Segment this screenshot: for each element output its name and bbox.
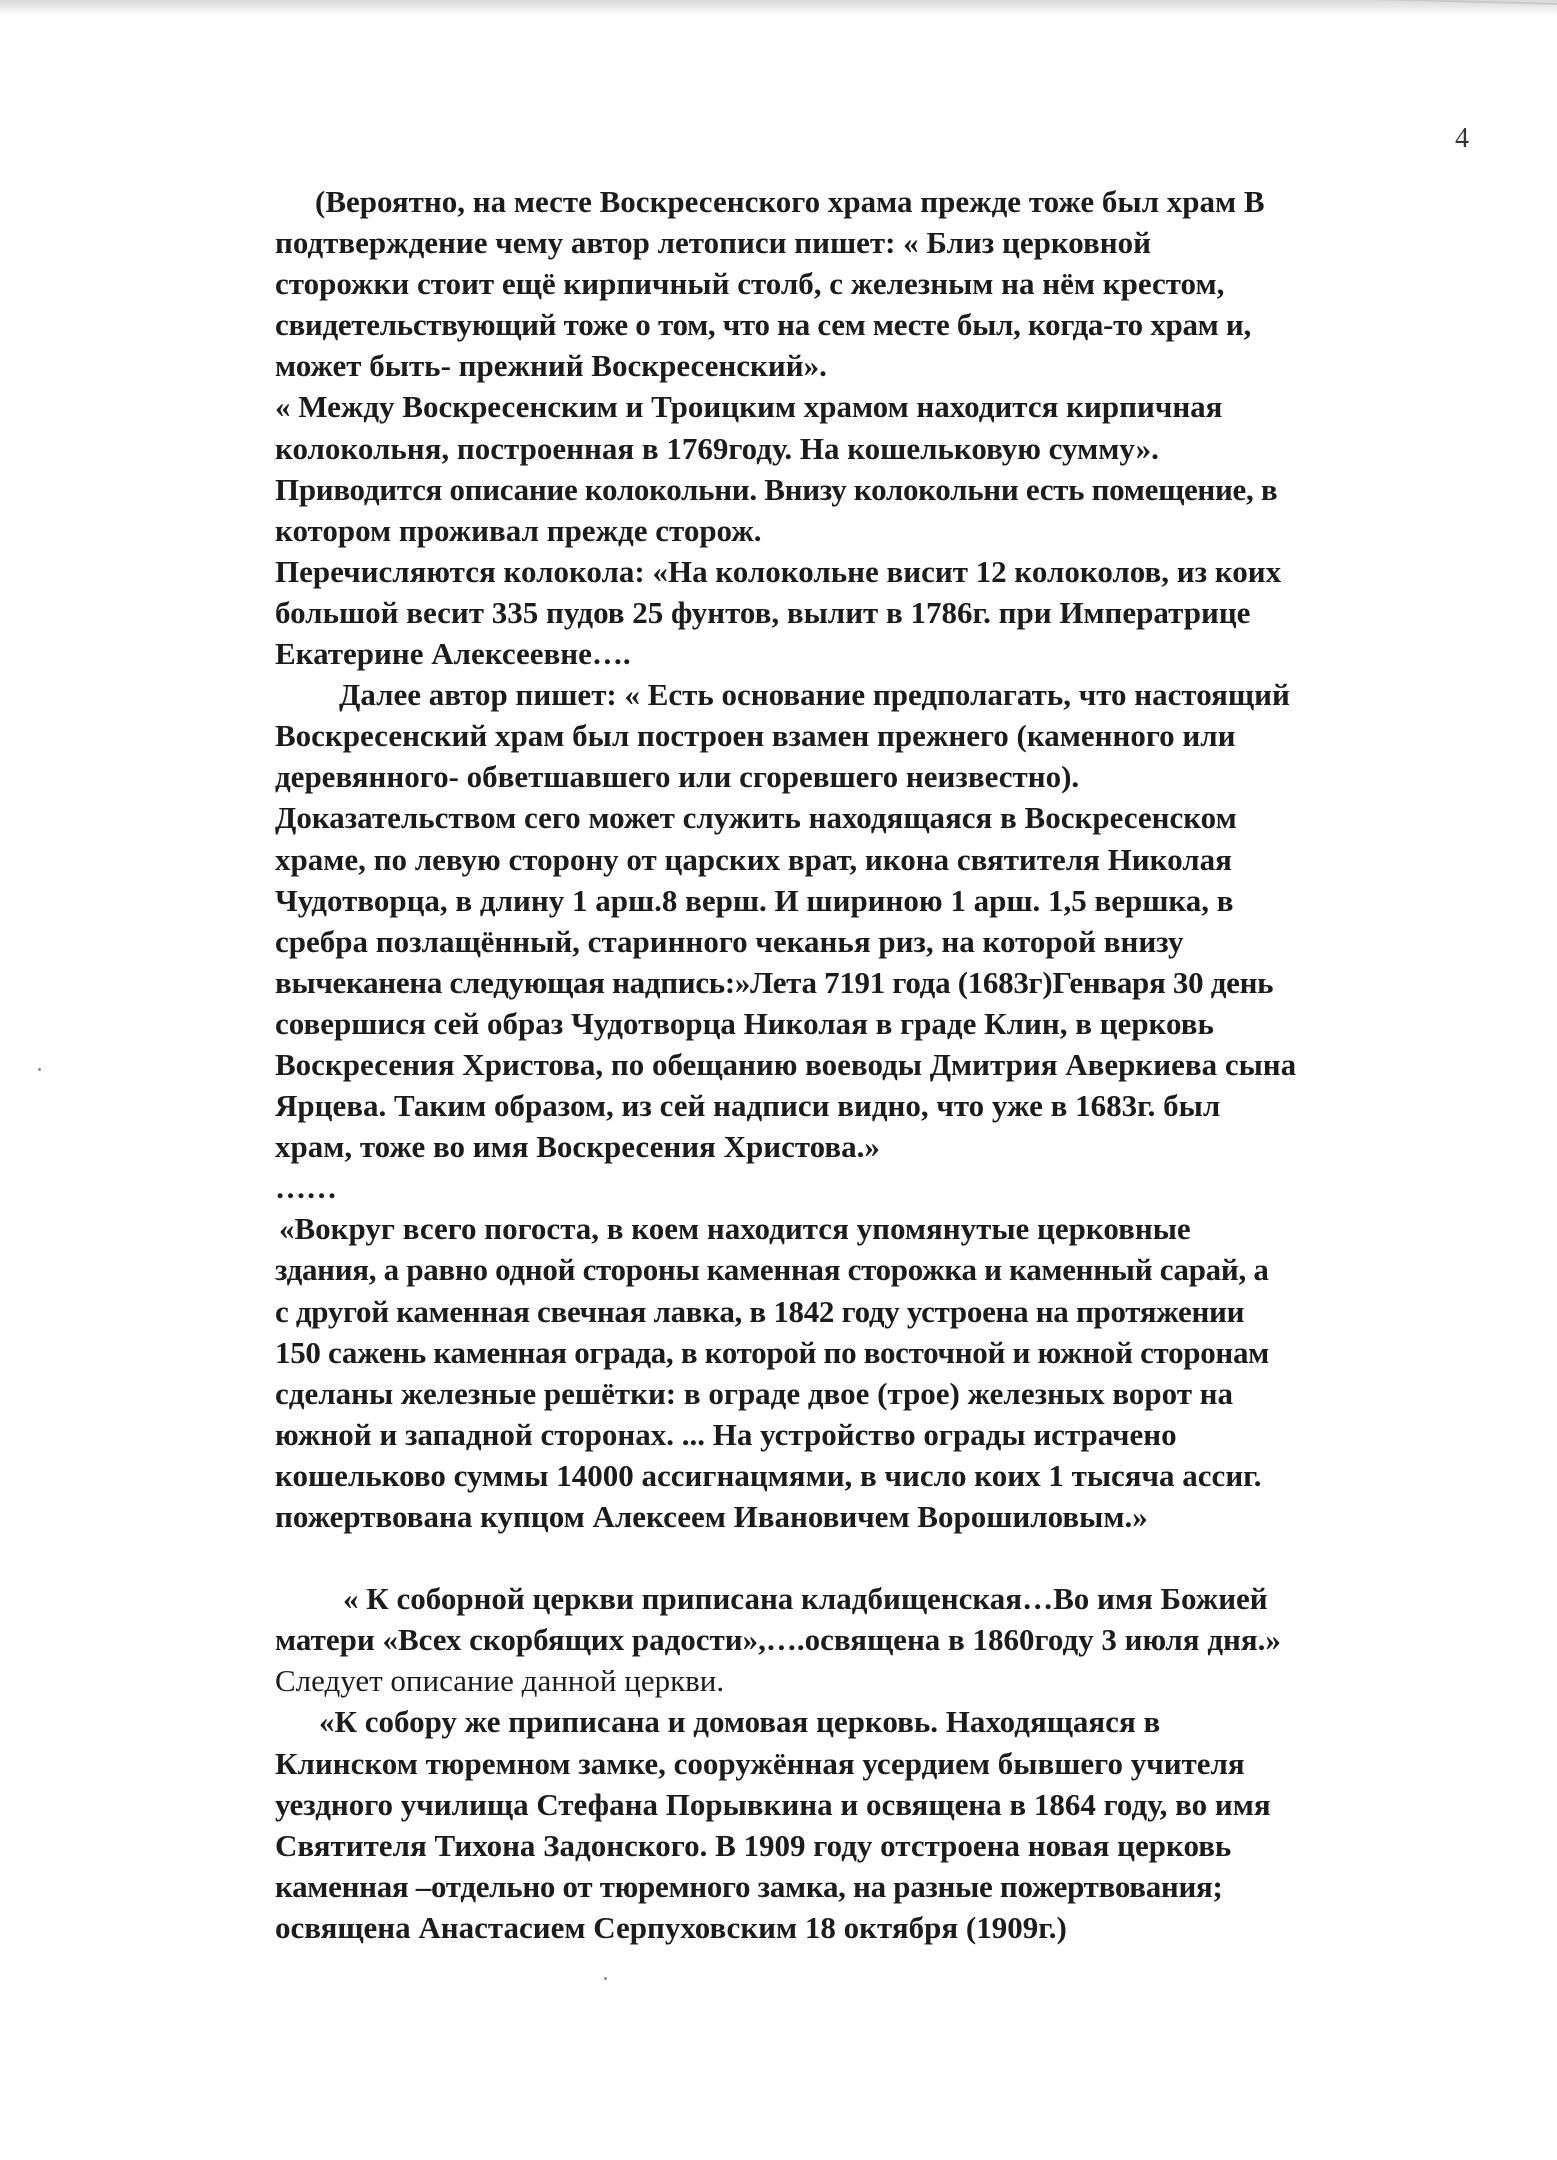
text-line: свидетельствующий тоже о том, что на сем месте был, когда-то храм и, [275,307,1251,343]
text-line: сребра позлащённый, старинного чеканья риз, на которой внизу [275,923,1184,959]
text-line: (Вероятно, на месте Воскресенского храма прежде тоже был храм В [315,184,1265,219]
text-line: вычеканена следующая надпись:»Лета 7191 года (1683г)Генваря 30 день [275,964,1274,1000]
text-line: Доказательством сего может служить находящаяся в Воскресенском [275,800,1237,836]
text-line: кошельково суммы 14000 ассигнацмями, в число коих 1 тысяча ассиг. [275,1457,1262,1493]
text-line: может быть- прежний Воскресенский». [275,348,827,384]
text-line: « Между Воскресенским и Троицким храмом находится кирпичная [275,389,1223,425]
text-line: Приводится описание колокольни. Внизу колокольни есть помещение, в [275,471,1278,507]
text-line: …… [275,1170,337,1206]
text-line: Далее автор пишет: « Есть основание предполагать, что настоящий [339,677,1290,713]
text-line: совершися сей образ Чудотворца Николая в граде Клин, в церковь [275,1005,1214,1041]
text-line: деревянного- обветшавшего или сгоревшего неизвестно). [275,759,1080,795]
text-line: здания, а равно одной стороны каменная сторожка и каменный сарай, а [275,1252,1269,1288]
scan-shadow [0,0,1557,16]
blank-line [275,1537,1480,1578]
text-line: освящена Анастасием Серпуховским 18 октября (1909г.) [275,1909,1067,1945]
text-line: сделаны железные решётки: в ограде двое (трое) железных ворот на [275,1375,1234,1411]
text-line: сторожки стоит ещё кирпичный столб, с железным на нём крестом, [275,266,1225,302]
text-line: Святителя Тихона Задонского. В 1909 году отстроена новая церковь [275,1827,1232,1863]
text-line: Воскресения Христова, по обещанию воеводы Дмитрия Аверкиева сына [275,1046,1297,1082]
page-number: 4 [1455,123,1469,154]
text-line: южной и западной сторонах. ... На устройство ограды истрачено [275,1416,1177,1452]
text-line: пожертвована купцом Алексеем Ивановичем Ворошиловым.» [275,1499,1148,1534]
scan-speck [38,1068,41,1071]
text-line: Воскресенский храм был построен взамен прежнего (каменного или [275,718,1236,754]
text-line: Следует описание данной церкви. [275,1663,725,1699]
text-line: каменная –отдельно от тюремного замка, на разные пожертвования; [275,1868,1223,1904]
text-line: Ярцева. Таким образом, из сей надписи видно, что уже в 1683г. был [275,1088,1221,1124]
text-line: храм, тоже во имя Воскресения Христова.» [275,1129,880,1165]
text-line: колокольня, построенная в 1769году. На кошельковую сумму». [275,430,1159,466]
text-line: храме, по левую сторону от царских врат, икона святителя Николая [275,841,1232,877]
text-line: Перечисляются колокола: «На колокольне висит 12 колоколов, из коих [275,553,1282,589]
scan-speck [604,1977,607,1980]
text-line: подтверждение чему автор летописи пишет: « Близ церковной [275,225,1151,261]
text-line: матери «Всех скорбящих радости»,….освящена в 1860году 3 июля дня.» [275,1622,1281,1658]
text-line: котором проживал прежде сторож. [275,512,762,548]
text-line: Екатерине Алексеевне…. [275,636,631,672]
text-line: «Вокруг всего погоста, в коем находится упомянутые церковные [279,1211,1191,1247]
text-line: 150 сажень каменная ограда, в которой по восточной и южной сторонам [275,1334,1269,1370]
text-line: «К собору же приписана и домовая церковь. Находящаяся в [319,1704,1161,1740]
text-line: с другой каменная свечная лавка, в 1842 году устроена на протяжении [275,1293,1245,1329]
page-fold-line [1340,0,1557,35]
text-line: Чудотворца, в длину 1 арш.8 верш. И шириною 1 арш. 1,5 вершка, в [275,882,1234,918]
document-body [275,181,1480,1948]
text-line: большой весит 335 пудов 25 фунтов, вылит в 1786г. при Императрице [275,594,1251,630]
text-line: « К соборной церкви приписана кладбищенская…Во имя Божией [343,1581,1268,1617]
text-line: Клинском тюремном замке, сооружённая усердием бывшего учителя [275,1745,1245,1781]
text-line: уездного училища Стефана Порывкина и освящена в 1864 году, во имя [275,1786,1271,1822]
